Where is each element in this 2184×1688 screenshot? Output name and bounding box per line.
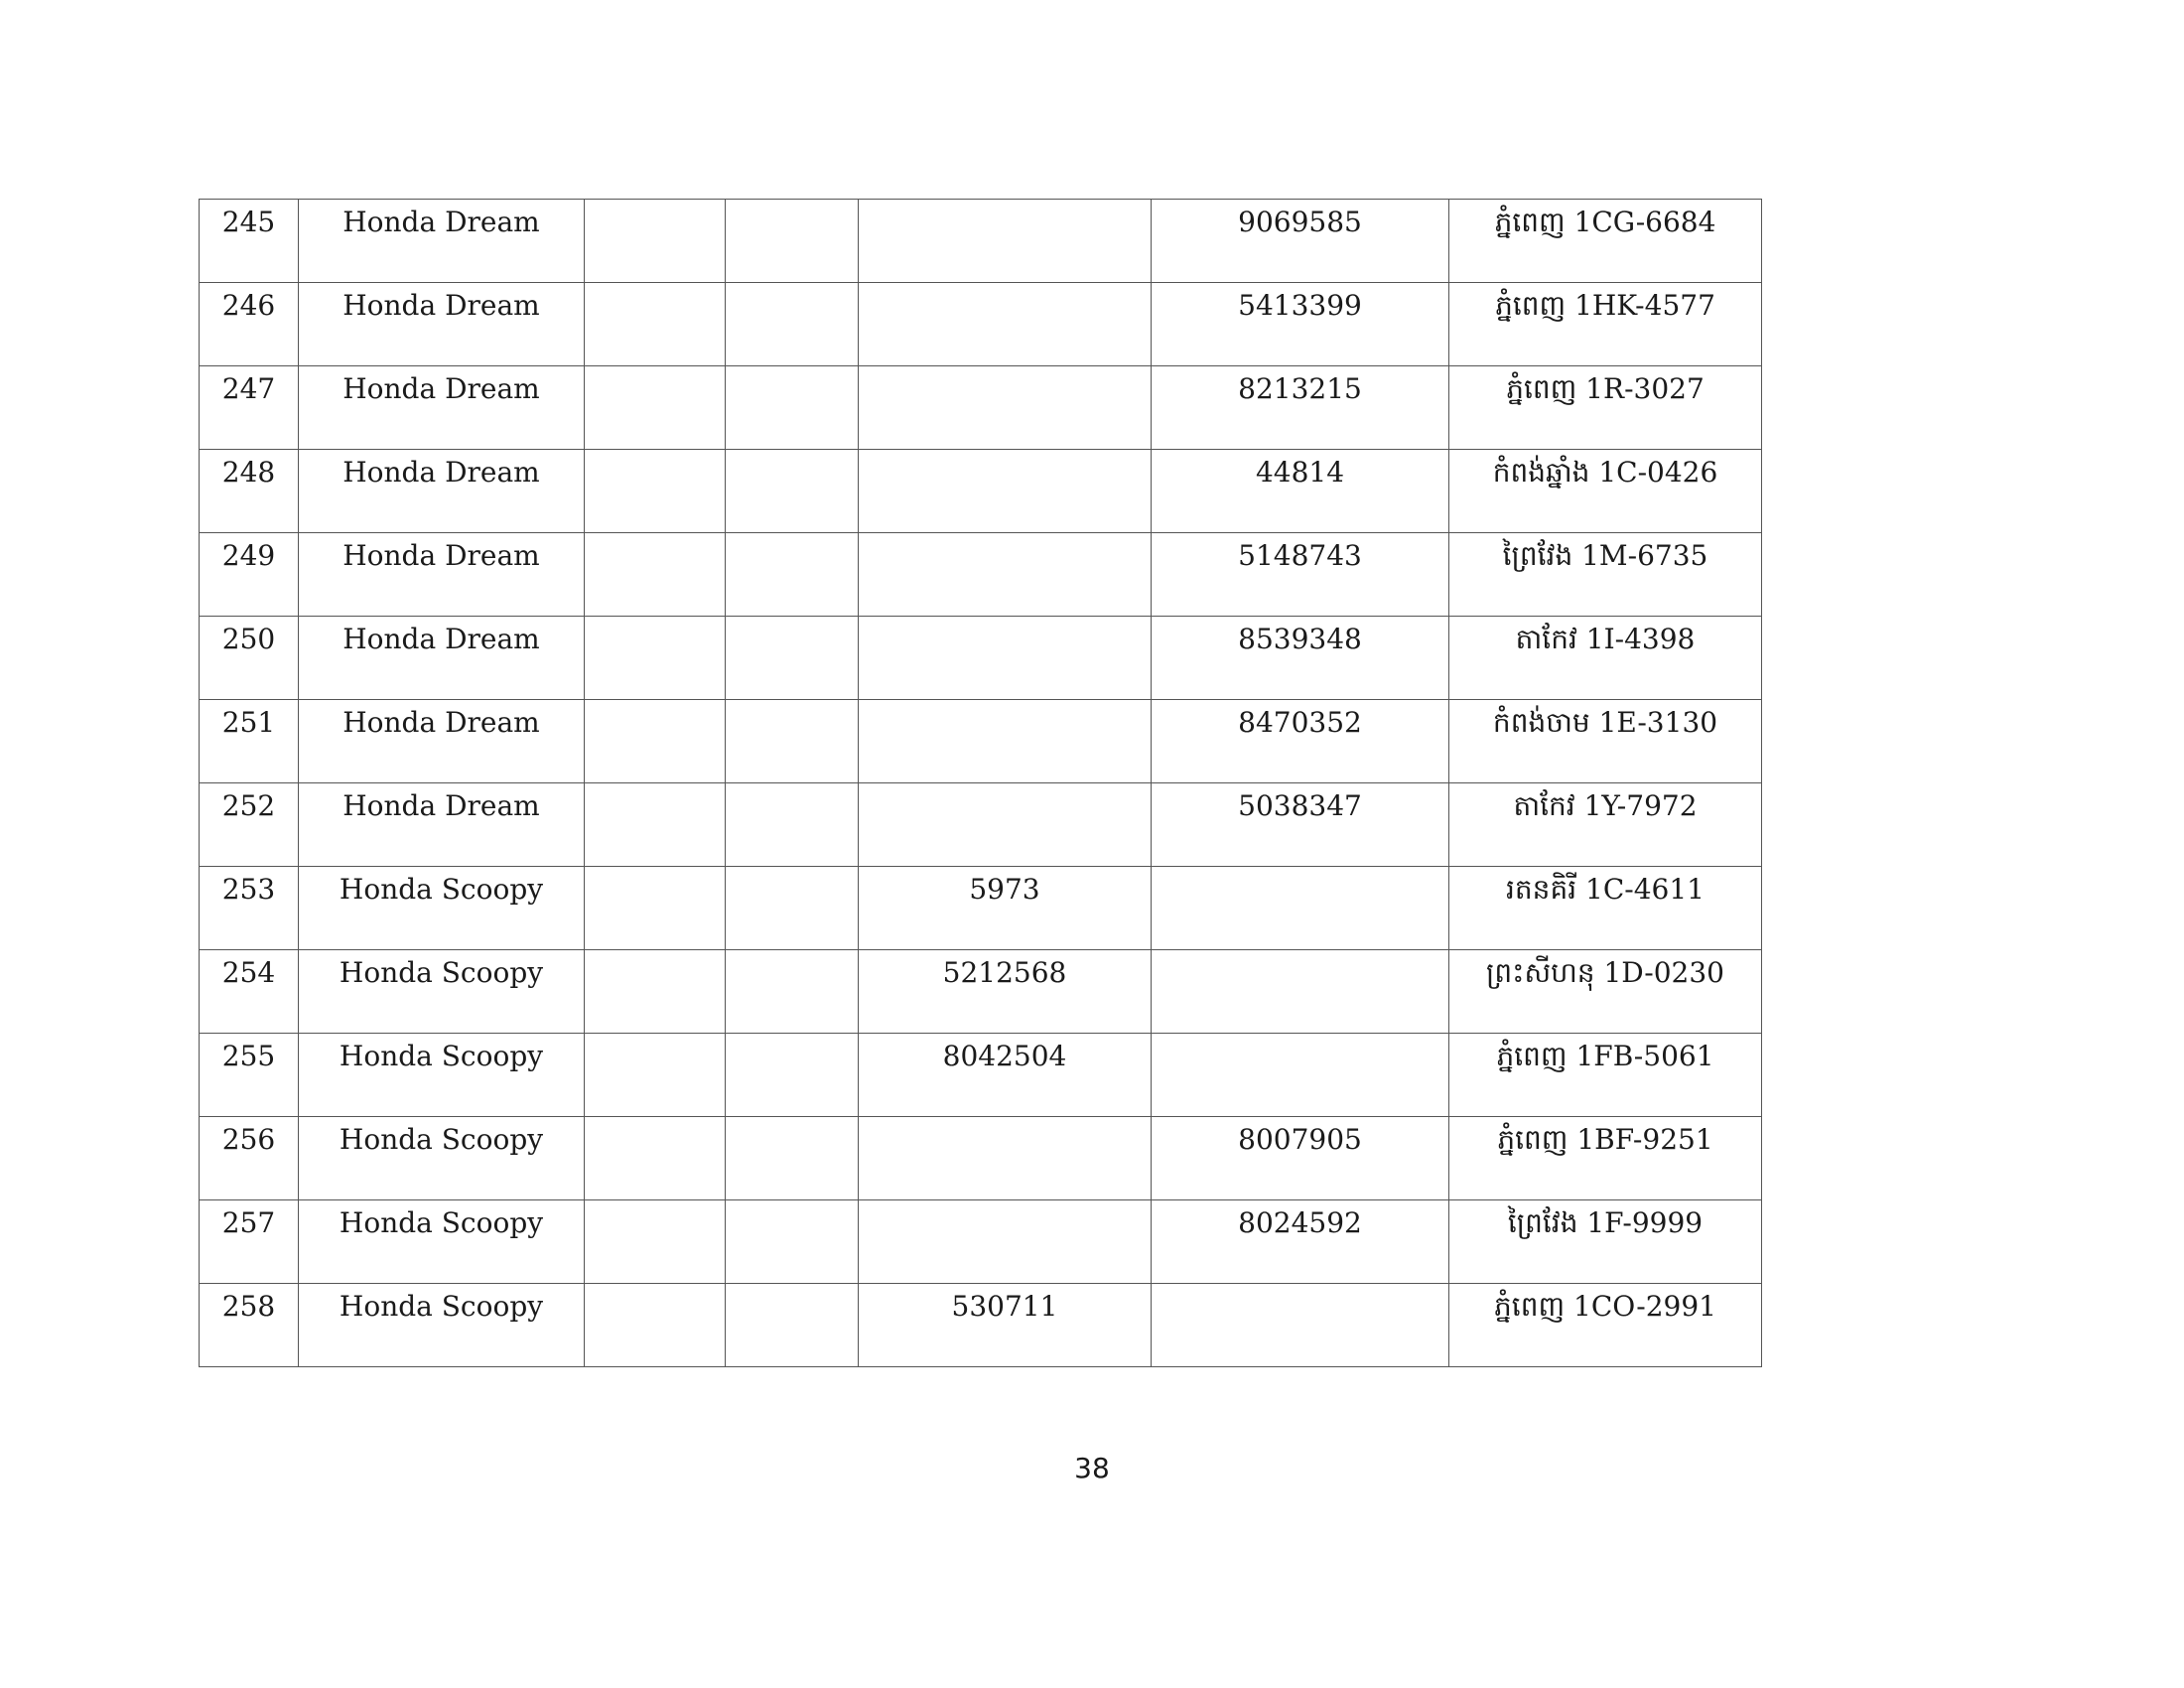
number-cell (859, 1117, 1152, 1200)
plate-cell: ព្រៃវែង 1F-9999 (1449, 1200, 1762, 1284)
blank-cell (585, 1034, 726, 1117)
number-cell (859, 533, 1152, 617)
table-row (200, 283, 1762, 366)
blank-cell (585, 700, 726, 783)
page-number: 38 (1074, 1452, 1110, 1484)
number-cell: 44814 (1152, 450, 1449, 533)
plate-cell: ភ្នំពេញ 1FB-5061 (1449, 1034, 1762, 1117)
number-cell: 8024592 (1152, 1200, 1449, 1284)
row-number-cell: 256 (200, 1117, 299, 1200)
number-cell (859, 283, 1152, 366)
blank-cell (726, 867, 859, 950)
row-number-cell: 248 (200, 450, 299, 533)
plate-cell: តាកែវ 1I-4398 (1449, 617, 1762, 700)
model-cell: Honda Dream (299, 783, 585, 867)
plate-cell: រតនគិរី 1C-4611 (1449, 867, 1762, 950)
model-cell: Honda Dream (299, 450, 585, 533)
blank-cell (585, 533, 726, 617)
table-row (200, 867, 1762, 950)
blank-cell (726, 366, 859, 450)
row-number-cell: 251 (200, 700, 299, 783)
blank-cell (726, 1117, 859, 1200)
model-cell: Honda Scoopy (299, 1034, 585, 1117)
number-cell (1152, 1284, 1449, 1367)
number-cell: 5413399 (1152, 283, 1449, 366)
model-cell: Honda Dream (299, 700, 585, 783)
number-cell: 8007905 (1152, 1117, 1449, 1200)
plate-cell: ភ្នំពេញ 1CO-2991 (1449, 1284, 1762, 1367)
table-row (200, 783, 1762, 867)
plate-cell: ភ្នំពេញ 1BF-9251 (1449, 1117, 1762, 1200)
row-number-cell: 253 (200, 867, 299, 950)
row-number-cell: 250 (200, 617, 299, 700)
model-cell: Honda Dream (299, 283, 585, 366)
number-cell: 5148743 (1152, 533, 1449, 617)
row-number-cell: 254 (200, 950, 299, 1034)
blank-cell (726, 1284, 859, 1367)
vehicle-table (199, 199, 1762, 1367)
number-cell (859, 450, 1152, 533)
model-cell: Honda Dream (299, 617, 585, 700)
model-cell: Honda Dream (299, 533, 585, 617)
number-cell: 8042504 (859, 1034, 1152, 1117)
blank-cell (585, 366, 726, 450)
row-number-cell: 257 (200, 1200, 299, 1284)
number-cell (859, 783, 1152, 867)
number-cell (1152, 950, 1449, 1034)
table-row (200, 617, 1762, 700)
model-cell: Honda Dream (299, 366, 585, 450)
plate-cell: ភ្នំពេញ 1HK-4577 (1449, 283, 1762, 366)
blank-cell (726, 533, 859, 617)
blank-cell (726, 617, 859, 700)
plate-cell: ព្រៃវែង 1M-6735 (1449, 533, 1762, 617)
blank-cell (585, 867, 726, 950)
plate-cell: កំពង់ចាម 1E-3130 (1449, 700, 1762, 783)
blank-cell (585, 1284, 726, 1367)
row-number-cell: 252 (200, 783, 299, 867)
blank-cell (726, 700, 859, 783)
number-cell (859, 200, 1152, 283)
row-number-cell: 249 (200, 533, 299, 617)
plate-cell: ព្រះសីហនុ 1D-0230 (1449, 950, 1762, 1034)
table-row (200, 1117, 1762, 1200)
model-cell: Honda Scoopy (299, 1200, 585, 1284)
number-cell: 5973 (859, 867, 1152, 950)
blank-cell (726, 1200, 859, 1284)
blank-cell (726, 950, 859, 1034)
blank-cell (585, 1117, 726, 1200)
plate-cell: តាកែវ 1Y-7972 (1449, 783, 1762, 867)
model-cell: Honda Dream (299, 200, 585, 283)
number-cell (1152, 1034, 1449, 1117)
row-number-cell: 246 (200, 283, 299, 366)
table-row (200, 1284, 1762, 1367)
table-row (200, 366, 1762, 450)
model-cell: Honda Scoopy (299, 950, 585, 1034)
plate-cell: ភ្នំពេញ 1CG-6684 (1449, 200, 1762, 283)
table-row (200, 950, 1762, 1034)
model-cell: Honda Scoopy (299, 867, 585, 950)
number-cell: 5038347 (1152, 783, 1449, 867)
blank-cell (585, 200, 726, 283)
number-cell (859, 700, 1152, 783)
number-cell (859, 366, 1152, 450)
plate-cell: កំពង់ឆ្នាំង 1C-0426 (1449, 450, 1762, 533)
row-number-cell: 255 (200, 1034, 299, 1117)
table-row (200, 1034, 1762, 1117)
table-row (200, 700, 1762, 783)
blank-cell (726, 283, 859, 366)
vehicle-table-body (200, 200, 1762, 1367)
number-cell: 8470352 (1152, 700, 1449, 783)
model-cell: Honda Scoopy (299, 1117, 585, 1200)
number-cell: 5212568 (859, 950, 1152, 1034)
table-row (200, 533, 1762, 617)
blank-cell (585, 450, 726, 533)
blank-cell (585, 783, 726, 867)
blank-cell (726, 450, 859, 533)
number-cell: 8539348 (1152, 617, 1449, 700)
blank-cell (726, 200, 859, 283)
number-cell: 9069585 (1152, 200, 1449, 283)
row-number-cell: 247 (200, 366, 299, 450)
blank-cell (726, 1034, 859, 1117)
row-number-cell: 258 (200, 1284, 299, 1367)
table-row (200, 200, 1762, 283)
number-cell: 8213215 (1152, 366, 1449, 450)
model-cell: Honda Scoopy (299, 1284, 585, 1367)
blank-cell (726, 783, 859, 867)
number-cell (859, 1200, 1152, 1284)
number-cell (859, 617, 1152, 700)
blank-cell (585, 1200, 726, 1284)
table-row (200, 1200, 1762, 1284)
plate-cell: ភ្នំពេញ 1R-3027 (1449, 366, 1762, 450)
table-row (200, 450, 1762, 533)
number-cell (1152, 867, 1449, 950)
blank-cell (585, 283, 726, 366)
number-cell: 530711 (859, 1284, 1152, 1367)
row-number-cell: 245 (200, 200, 299, 283)
blank-cell (585, 950, 726, 1034)
blank-cell (585, 617, 726, 700)
